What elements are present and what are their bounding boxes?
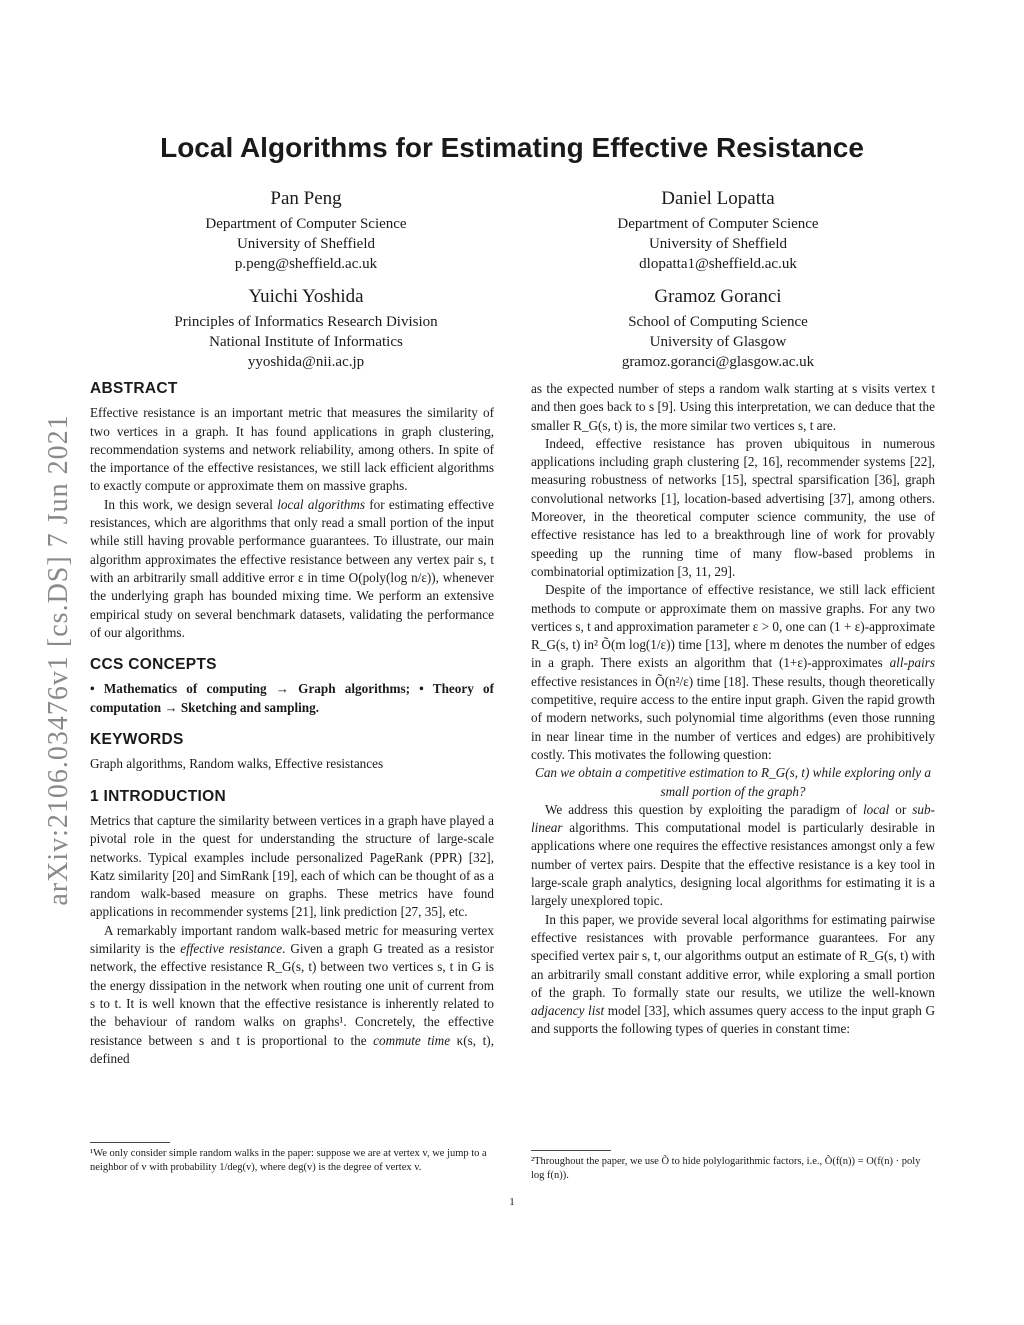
body-paragraph: In this paper, we provide several local algorithms for estimating pairwise effective resistances with provable performance guarantees. For any specified vertex pair s, t, our algorithms output an estimate of R_G(s, t) with an arbitrarily small constant additive error, while exploring a small portion of the graph. To formally state our results, we utilize the well-known adjacency list model [33], which assumes query access to the input graph G and supports the following types of queries in constant time: [531, 911, 935, 1037]
keywords: Graph algorithms, Random walks, Effective resistances [90, 756, 384, 772]
body-paragraph: A remarkably important random walk-based metric for measuring vertex similarity is the effective resistance. Given a graph G treated as a resistor network, the effective resistance R_G(s, t) between two vertices s, t in G is the energy dissipation in the network when routing one unit of current from s to t. It is well known that the effective resistance is inherently related to the behaviour of random walks on graphs¹. Concretely, the effective resistance between s and t is proportional to the commute time κ(s, t), defined [90, 922, 494, 1066]
footnote-divider [90, 1142, 170, 1143]
footnote [90, 1142, 494, 1174]
author-email[interactable]: yyoshida@nii.ac.jp [247, 354, 365, 370]
body-paragraph: Metrics that capture the similarity between vertices in a graph have played a pivotal role in the quest for understanding the structure of large-scale networks. Typical examples include personalized PageRank (PPR) [32], Katz similarity [20] and SimRank [19], each of which can be thought of as a random walk-based measure on graphs. These metrics have found applications in recommender systems [21], link prediction [27, 35], etc. [90, 812, 494, 920]
author-affiliation: University of Glasgow [649, 334, 787, 350]
page-number: 1 [509, 1196, 515, 1208]
body-paragraph: Indeed, effective resistance has proven ubiquitous in numerous applications including graph clustering [2, 16], recommender systems [22], measuring robustness of networks [15], spectral sparsification [36], graph convolutional networks [1], location-based advertising [37], among others. Moreover, in the theoretical computer science community, the use of effective resistance has led to a breakthrough line of work for provably speeding up the running time of many flow-based problems in combinatorial optimization [3, 11, 29]. [531, 435, 935, 579]
arxiv-identifier: arXiv:2106.03476v1 [cs.DS] 7 Jun 2021 [43, 414, 74, 906]
author-name: Pan Peng [270, 188, 342, 209]
abstract-paragraph: In this work, we design several local algorithms for estimating effective resistances, which are algorithms that only read a small portion of the input while still having provable performance guarantees. To illustrate, our main algorithm approximates the effective resistance between any vertex pair s, t with an arbitrarily small additive error ε in time O(poly(log n/ε)), whenever the underlying graph has bounded mixing time. We perform an extensive empirical study on several benchmark datasets, validating the performance of our algorithms. [90, 496, 494, 640]
author-affiliation: University of Sheffield [236, 236, 376, 252]
author-affiliation: National Institute of Informatics [209, 334, 403, 350]
author-name: Yuichi Yoshida [248, 286, 364, 307]
body-paragraph: Despite of the importance of effective resistance, we still lack efficient methods to compute or approximate them on massive graphs. For any two vertices s, t and approximation parameter ε > 0, one can (1 + ε)-approximate R_G(s, t) in² Õ(m log(1/ε)) time [13], where m denotes the number of edges in a graph. There exists an algorithm that (1+ε)-approximates all-pairs effective resistances in Õ(n²/ε) time [18]. These results, though theoretically competitive, require access to the entire input graph. Given the rapid growth of modern networks, such polynomial time algorithms (even those running in near linear time in the number of vertices and edges) are prohibitively costly. This motivates the following question: [531, 582, 935, 762]
section-heading-introduction: 1 INTRODUCTION [90, 787, 226, 805]
author-email[interactable]: dlopatta1@sheffield.ac.uk [639, 256, 797, 272]
ccs-concepts: • Mathematics of computing → Graph algorithms; • Theory of computation → Sketching and sampling. [90, 681, 494, 715]
left-column [90, 380, 494, 1068]
abstract-paragraph: Effective resistance is an important metric that measures the similarity of two vertices in a graph. It has found applications in graph clustering, recommendation systems and network reliability, among others. In spite of the importance of the effective resistances, we still lack efficient algorithms to exactly compute or approximate them on massive graphs. [90, 405, 494, 494]
abstract-heading: ABSTRACT [90, 380, 178, 397]
ccs-heading: CCS CONCEPTS [90, 656, 217, 674]
author-affiliation: University of Sheffield [648, 236, 788, 252]
author-affiliation: School of Computing Science [628, 314, 808, 330]
author-email[interactable]: gramoz.goranci@glasgow.ac.uk [621, 354, 815, 370]
author-name: Daniel Lopatta [661, 188, 775, 209]
author-block [96, 284, 516, 372]
paper-title: Local Algorithms for Estimating Effective Resistance [160, 132, 864, 163]
body-paragraph: We address this question by exploiting the paradigm of local or sub-linear algorithms. This computational model is particularly desirable in applications where one requires the effective resistances amongst only a few number of vertex pairs. Despite that the effective resistance is a key tool in large-scale graph analytics, designing local algorithms for estimating it is a largely unexplored topic. [531, 801, 935, 909]
author-block [508, 284, 928, 372]
author-block [508, 186, 928, 274]
author-email[interactable]: p.peng@sheffield.ac.uk [234, 256, 378, 272]
keywords-heading: KEYWORDS [90, 731, 184, 749]
footnote [531, 1150, 935, 1182]
footnote-divider [531, 1150, 611, 1151]
footnote-text: ²Throughout the paper, we use Õ to hide polylogarithmic factors, i.e., Õ(f(n)) = O(f(n) · poly log f(n)). [531, 1156, 921, 1181]
footnote-text: ¹We only consider simple random walks in the paper: suppose we are at vertex v, we jump to a neighbor of v with probability 1/deg(v), where deg(v) is the degree of vertex v. [90, 1148, 487, 1173]
body-paragraph: as the expected number of steps a random walk starting at s visits vertex t and then goes back to s [9]. Using this interpretation, we can deduce that the smaller R_G(s, t) is, the more similar two vertices s, t are. [531, 381, 935, 433]
author-block [96, 186, 516, 274]
author-affiliation: Department of Computer Science [205, 216, 407, 232]
author-affiliation: Department of Computer Science [617, 216, 819, 232]
author-name: Gramoz Goranci [654, 286, 782, 307]
author-affiliation: Principles of Informatics Research Division [174, 314, 438, 330]
right-column [531, 380, 935, 1039]
research-question: Can we obtain a competitive estimation to R_G(s, t) while exploring only a small portion of the graph? [535, 765, 931, 799]
